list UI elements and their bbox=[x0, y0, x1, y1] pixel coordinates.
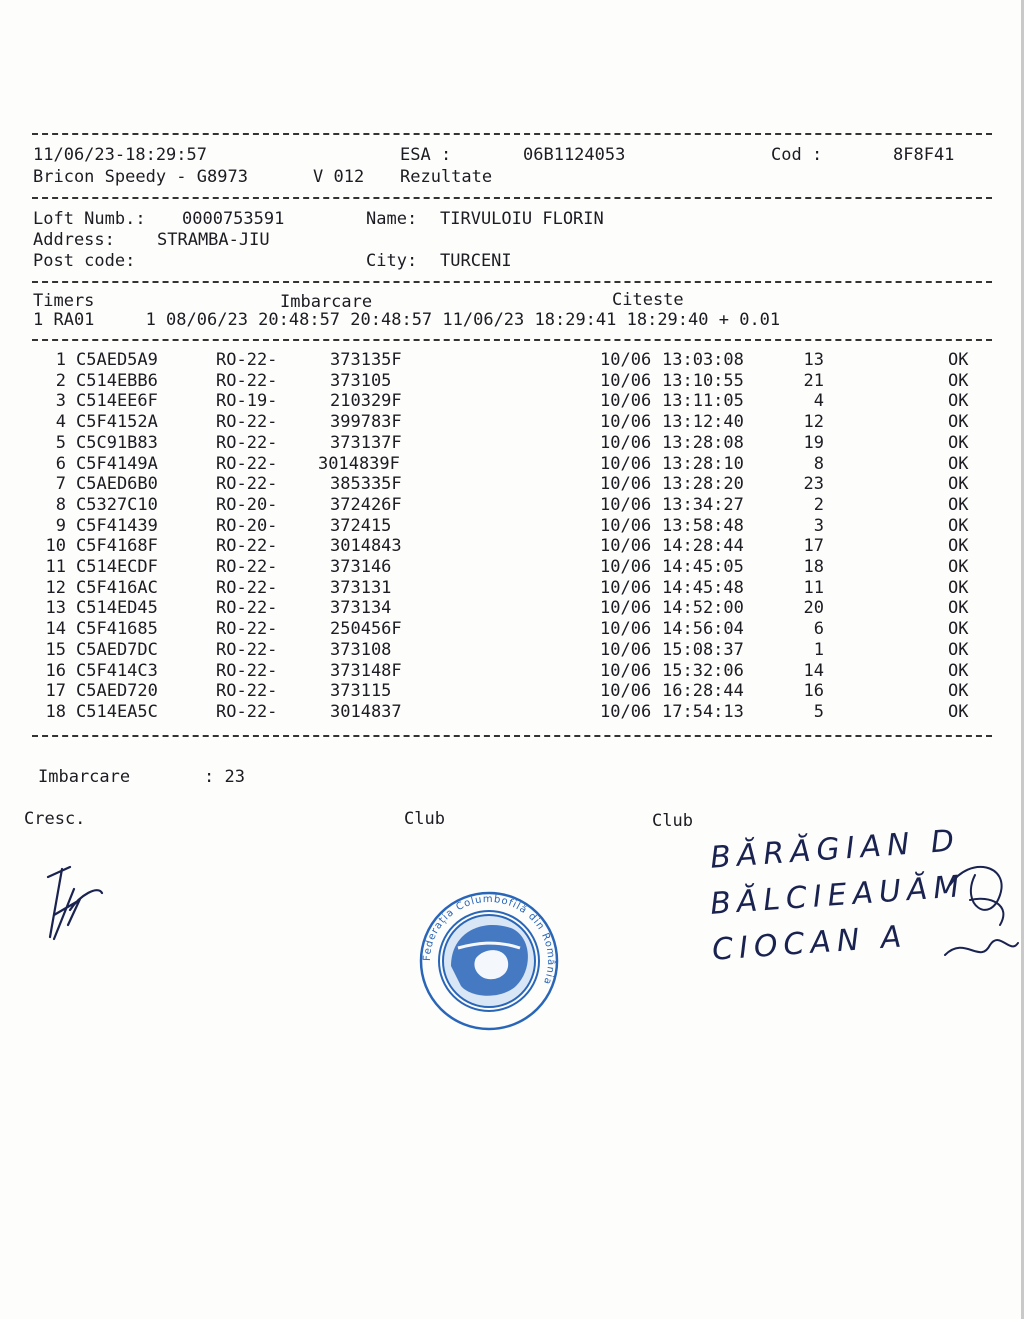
ring-number: 3014843 bbox=[330, 536, 402, 557]
citeste-heading: Citeste bbox=[612, 290, 684, 310]
chip-id: C5327C10 bbox=[76, 494, 158, 515]
row-number: 3 bbox=[55, 391, 66, 412]
row-number: 11 bbox=[45, 557, 66, 577]
arrival-date: 10/06 bbox=[600, 515, 652, 536]
divider bbox=[32, 339, 992, 341]
table-row bbox=[0, 495, 1024, 516]
status: OK bbox=[948, 598, 969, 619]
chip-id: C5F414C3 bbox=[76, 660, 158, 681]
ring-number: 372415 bbox=[330, 515, 392, 536]
chip-id: C5F4149A bbox=[76, 453, 158, 474]
loft-number-value: 0000753591 bbox=[182, 209, 285, 229]
arrival-time: 14:52:00 bbox=[662, 598, 744, 619]
position: 8 bbox=[813, 453, 824, 474]
ring-number: 210329F bbox=[330, 391, 402, 412]
chip-id: C514ED45 bbox=[76, 598, 158, 619]
ring-prefix: RO-22- bbox=[216, 474, 278, 495]
chip-id: C5F416AC bbox=[76, 577, 158, 598]
position: 19 bbox=[803, 432, 824, 453]
ring-prefix: RO-22- bbox=[216, 619, 278, 640]
row-number: 9 bbox=[55, 515, 66, 536]
arrival-time: 16:28:44 bbox=[662, 681, 744, 702]
print-datetime: 11/06/23-18:29:57 bbox=[33, 145, 207, 165]
position: 1 bbox=[813, 639, 824, 660]
ring-number: 373131 bbox=[330, 577, 392, 598]
loft-number-label: Loft Numb.: bbox=[33, 209, 146, 229]
ring-number: 373137F bbox=[330, 432, 402, 453]
table-row bbox=[0, 412, 1024, 433]
arrival-time: 15:32:06 bbox=[662, 660, 744, 681]
ring-prefix: RO-22- bbox=[216, 577, 278, 598]
arrival-time: 14:56:04 bbox=[662, 619, 744, 640]
club-label-2: Club bbox=[652, 811, 693, 831]
divider bbox=[32, 735, 992, 737]
table-row bbox=[0, 350, 1024, 371]
position: 4 bbox=[813, 391, 824, 412]
club-signature-scribble bbox=[930, 845, 1020, 975]
arrival-date: 10/06 bbox=[600, 619, 652, 640]
row-number: 12 bbox=[45, 577, 66, 598]
ring-number: 373135F bbox=[330, 350, 402, 370]
ring-number: 385335F bbox=[330, 474, 402, 495]
table-row bbox=[0, 391, 1024, 412]
table-row bbox=[0, 454, 1024, 475]
table-row bbox=[0, 619, 1024, 640]
table-row bbox=[0, 598, 1024, 619]
status: OK bbox=[948, 515, 969, 536]
esa-value: 06B1124053 bbox=[523, 145, 626, 165]
row-number: 2 bbox=[55, 370, 66, 391]
table-row bbox=[0, 681, 1024, 702]
chip-id: C5C91B83 bbox=[76, 432, 158, 453]
table-row bbox=[0, 516, 1024, 537]
position: 12 bbox=[803, 412, 824, 433]
row-number: 10 bbox=[45, 536, 66, 557]
row-number: 6 bbox=[55, 453, 66, 474]
ring-number: 373105 bbox=[330, 370, 392, 391]
ring-number: 3014837 bbox=[330, 701, 402, 722]
table-row bbox=[0, 433, 1024, 454]
status: OK bbox=[948, 432, 969, 453]
arrival-time: 13:11:05 bbox=[662, 391, 744, 412]
chip-id: C5AED6B0 bbox=[76, 474, 158, 495]
position: 23 bbox=[803, 474, 824, 495]
imbarcare-total-value: : 23 bbox=[204, 767, 245, 787]
table-row bbox=[0, 702, 1024, 723]
position: 5 bbox=[813, 701, 824, 722]
cod-label: Cod : bbox=[771, 145, 823, 165]
ring-prefix: RO-22- bbox=[216, 412, 278, 433]
position: 13 bbox=[803, 350, 824, 370]
club-label-1: Club bbox=[404, 809, 445, 829]
arrival-time: 13:58:48 bbox=[662, 515, 744, 536]
handwritten-name-1: BĂRĂGIAN D bbox=[709, 823, 962, 876]
arrival-date: 10/06 bbox=[600, 557, 652, 577]
ring-number: 250456F bbox=[330, 619, 402, 640]
position: 14 bbox=[803, 660, 824, 681]
ring-number: 373108 bbox=[330, 639, 392, 660]
ring-number: 399783F bbox=[330, 412, 402, 433]
arrival-date: 10/06 bbox=[600, 494, 652, 515]
chip-id: C514ECDF bbox=[76, 557, 158, 577]
arrival-time: 13:03:08 bbox=[662, 350, 744, 370]
status: OK bbox=[948, 557, 969, 577]
position: 17 bbox=[803, 536, 824, 557]
ring-prefix: RO-20- bbox=[216, 494, 278, 515]
ring-prefix: RO-22- bbox=[216, 701, 278, 722]
arrival-date: 10/06 bbox=[600, 701, 652, 722]
row-number: 17 bbox=[45, 681, 66, 702]
row-number: 7 bbox=[55, 474, 66, 495]
chip-id: C5F41439 bbox=[76, 515, 158, 536]
arrival-date: 10/06 bbox=[600, 639, 652, 660]
signature bbox=[40, 855, 110, 945]
ring-prefix: RO-22- bbox=[216, 557, 278, 577]
arrival-time: 14:28:44 bbox=[662, 536, 744, 557]
arrival-date: 10/06 bbox=[600, 432, 652, 453]
position: 16 bbox=[803, 681, 824, 702]
federation-stamp bbox=[416, 888, 562, 1034]
ring-prefix: RO-22- bbox=[216, 370, 278, 391]
arrival-date: 10/06 bbox=[600, 350, 652, 370]
row-number: 4 bbox=[55, 412, 66, 433]
position: 20 bbox=[803, 598, 824, 619]
divider bbox=[32, 197, 992, 199]
table-row bbox=[0, 474, 1024, 495]
arrival-date: 10/06 bbox=[600, 660, 652, 681]
row-number: 15 bbox=[45, 639, 66, 660]
arrival-date: 10/06 bbox=[600, 370, 652, 391]
ring-number: 3014839F bbox=[318, 453, 400, 474]
ring-prefix: RO-22- bbox=[216, 350, 278, 370]
ring-prefix: RO-22- bbox=[216, 453, 278, 474]
status: OK bbox=[948, 350, 969, 370]
arrival-time: 13:34:27 bbox=[662, 494, 744, 515]
row-number: 16 bbox=[45, 660, 66, 681]
arrival-date: 10/06 bbox=[600, 453, 652, 474]
ring-prefix: RO-20- bbox=[216, 515, 278, 536]
ring-number: 373134 bbox=[330, 598, 392, 619]
address-label: Address: bbox=[33, 230, 115, 250]
arrival-time: 14:45:48 bbox=[662, 577, 744, 598]
divider bbox=[32, 281, 992, 283]
arrival-time: 13:10:55 bbox=[662, 370, 744, 391]
table-row bbox=[0, 661, 1024, 682]
row-number: 13 bbox=[45, 598, 66, 619]
timers-label: Timers bbox=[33, 291, 95, 311]
position: 21 bbox=[803, 370, 824, 391]
chip-id: C5AED5A9 bbox=[76, 350, 158, 370]
ring-number: 373146 bbox=[330, 557, 392, 577]
position: 6 bbox=[813, 619, 824, 640]
status: OK bbox=[948, 639, 969, 660]
chip-id: C514EBB6 bbox=[76, 370, 158, 391]
status: OK bbox=[948, 660, 969, 681]
cresc-label: Cresc. bbox=[24, 809, 86, 829]
ring-number: 373148F bbox=[330, 660, 402, 681]
status: OK bbox=[948, 391, 969, 412]
postcode-label: Post code: bbox=[33, 251, 136, 271]
position: 2 bbox=[813, 494, 824, 515]
arrival-date: 10/06 bbox=[600, 474, 652, 495]
arrival-time: 15:08:37 bbox=[662, 639, 744, 660]
device-version: V 012 bbox=[313, 167, 365, 187]
position: 18 bbox=[803, 557, 824, 577]
row-number: 18 bbox=[45, 701, 66, 722]
arrival-time: 17:54:13 bbox=[662, 701, 744, 722]
arrival-date: 10/06 bbox=[600, 412, 652, 433]
city-value: TURCENI bbox=[440, 251, 512, 271]
name-label: Name: bbox=[366, 209, 418, 229]
arrival-time: 14:45:05 bbox=[662, 557, 744, 577]
status: OK bbox=[948, 536, 969, 557]
row-number: 1 bbox=[55, 350, 66, 370]
status: OK bbox=[948, 701, 969, 722]
position: 11 bbox=[803, 577, 824, 598]
ring-prefix: RO-22- bbox=[216, 598, 278, 619]
chip-id: C514EE6F bbox=[76, 391, 158, 412]
ring-prefix: RO-19- bbox=[216, 391, 278, 412]
arrival-date: 10/06 bbox=[600, 536, 652, 557]
arrival-time: 13:12:40 bbox=[662, 412, 744, 433]
status: OK bbox=[948, 681, 969, 702]
position: 3 bbox=[813, 515, 824, 536]
arrival-date: 10/06 bbox=[600, 681, 652, 702]
name-value: TIRVULOIU FLORIN bbox=[440, 209, 604, 229]
arrival-date: 10/06 bbox=[600, 577, 652, 598]
arrival-time: 13:28:10 bbox=[662, 453, 744, 474]
ring-prefix: RO-22- bbox=[216, 660, 278, 681]
arrival-time: 13:28:20 bbox=[662, 474, 744, 495]
table-row bbox=[0, 536, 1024, 557]
status: OK bbox=[948, 453, 969, 474]
imbarcare-heading: Imbarcare bbox=[280, 292, 373, 312]
arrival-date: 10/06 bbox=[600, 391, 652, 412]
stamp-text: Federația Columbofilă din România bbox=[421, 893, 557, 987]
ring-prefix: RO-22- bbox=[216, 432, 278, 453]
arrival-date: 10/06 bbox=[600, 598, 652, 619]
arrival-time: 13:28:08 bbox=[662, 432, 744, 453]
chip-id: C514EA5C bbox=[76, 701, 158, 722]
document-title: Rezultate bbox=[400, 167, 493, 187]
ring-prefix: RO-22- bbox=[216, 681, 278, 702]
ring-prefix: RO-22- bbox=[216, 639, 278, 660]
chip-id: C5F4152A bbox=[76, 412, 158, 433]
chip-id: C5AED720 bbox=[76, 681, 158, 702]
status: OK bbox=[948, 370, 969, 391]
cod-value: 8F8F41 bbox=[893, 145, 955, 165]
device-name: Bricon Speedy - G8973 bbox=[33, 167, 248, 187]
row-number: 8 bbox=[55, 494, 66, 515]
table-row bbox=[0, 371, 1024, 392]
ring-number: 372426F bbox=[330, 494, 402, 515]
status: OK bbox=[948, 412, 969, 433]
status: OK bbox=[948, 474, 969, 495]
handwritten-name-3: CIOCAN A bbox=[711, 919, 909, 968]
row-number: 5 bbox=[55, 432, 66, 453]
status: OK bbox=[948, 577, 969, 598]
timer-line: 1 RA01 1 08/06/23 20:48:57 20:48:57 11/06/23 18:29:41 18:29:40 + 0.01 bbox=[33, 310, 781, 330]
ring-number: 373115 bbox=[330, 681, 392, 702]
city-label: City: bbox=[366, 251, 418, 271]
imbarcare-total-label: Imbarcare bbox=[38, 767, 131, 787]
table-row bbox=[0, 640, 1024, 661]
table-row bbox=[0, 578, 1024, 599]
address-value: STRAMBA-JIU bbox=[157, 230, 270, 250]
divider bbox=[32, 133, 992, 135]
table-row bbox=[0, 557, 1024, 578]
chip-id: C5F4168F bbox=[76, 536, 158, 557]
esa-label: ESA : bbox=[400, 145, 452, 165]
status: OK bbox=[948, 494, 969, 515]
handwritten-name-2: BĂLCIEAUĂM bbox=[709, 869, 967, 922]
row-number: 14 bbox=[45, 619, 66, 640]
chip-id: C5F41685 bbox=[76, 619, 158, 640]
chip-id: C5AED7DC bbox=[76, 639, 158, 660]
status: OK bbox=[948, 619, 969, 640]
ring-prefix: RO-22- bbox=[216, 536, 278, 557]
